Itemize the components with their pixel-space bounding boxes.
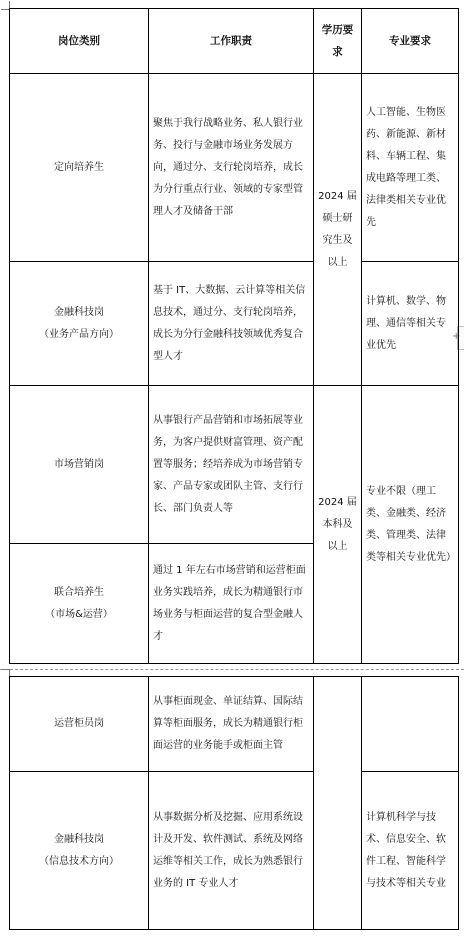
header-major: 专业要求 xyxy=(362,9,459,74)
cell-duty: 从事银行产品营销和市场拓展等业务，为客户提供财富管理、资产配置等服务；经培养成为市场营销专家、产品专家或团队主管、支行行长、部门负责人等 xyxy=(149,386,314,544)
cell-education: 2024 届本科及以上 xyxy=(314,386,362,664)
table-row xyxy=(10,386,459,544)
cell-major xyxy=(362,677,459,772)
cell-duty: 从事柜面现金、单证结算、国际结算等柜面服务，成长为精通银行柜面运营的业务能手或柜面主管 xyxy=(149,677,314,772)
cell-major: 计算机、数学、物理、通信等相关专业优先 xyxy=(362,262,459,386)
page-corner-mark xyxy=(1,669,10,676)
cell-duty: 聚焦于我行战略业务、私人银行业务、投行与金融市场业务发展方向，通过分、支行轮岗培养，成长为分行重点行业、领域的专家型管理人才及储备干部 xyxy=(149,74,314,262)
plus-icon: + xyxy=(452,331,461,342)
cell-category: 金融科技岗 （信息技术方向） xyxy=(10,772,149,930)
table-row xyxy=(10,772,459,930)
cell-category: 联合培养生 （市场&运营） xyxy=(10,544,149,664)
cell-major: 人工智能、生物医药、新能源、新材料、车辆工程、集成电路等理工类、法律类相关专业优先 xyxy=(362,74,459,262)
cell-duty: 通过 1 年左右市场营销和运营柜面业务实践培养，成长为精通银行市场业务与柜面运营的复合型金融人才 xyxy=(149,544,314,664)
cell-duty: 从事数据分析及挖掘、应用系统设计及开发、软件测试、系统及网络运维等相关工作，成长为熟悉银行业务的 IT 专业人才 xyxy=(149,772,314,930)
header-category: 岗位类别 xyxy=(10,9,149,74)
header-education: 学历要求 xyxy=(314,9,362,74)
table-row xyxy=(10,677,459,772)
cell-major: 专业不限（理工类、金融类、经济类、管理类、法律类等相关专业优先） xyxy=(362,386,459,664)
header-duty: 工作职责 xyxy=(149,9,314,74)
cell-category: 金融科技岗 （业务产品方向） xyxy=(10,262,149,386)
table-row xyxy=(10,262,459,386)
page-break xyxy=(0,664,464,676)
cell-education: 2024 届硕士研究生及以上 xyxy=(314,74,362,386)
recruitment-table-continued xyxy=(9,676,459,930)
recruitment-table xyxy=(9,8,459,664)
cell-duty: 基于 IT、大数据、云计算等相关信息技术，通过分、支行轮岗培养，成长为分行金融科技领域优秀复合型人才 xyxy=(149,262,314,386)
table-header-row xyxy=(10,9,459,74)
cell-category: 市场营销岗 xyxy=(10,386,149,544)
cell-category: 定向培养生 xyxy=(10,74,149,262)
cell-category: 运营柜员岗 xyxy=(10,677,149,772)
table-row xyxy=(10,74,459,262)
cell-education xyxy=(314,677,362,930)
cell-major: 计算机科学与技术、信息安全、软件工程、智能科学与技术等相关专业 xyxy=(362,772,459,930)
